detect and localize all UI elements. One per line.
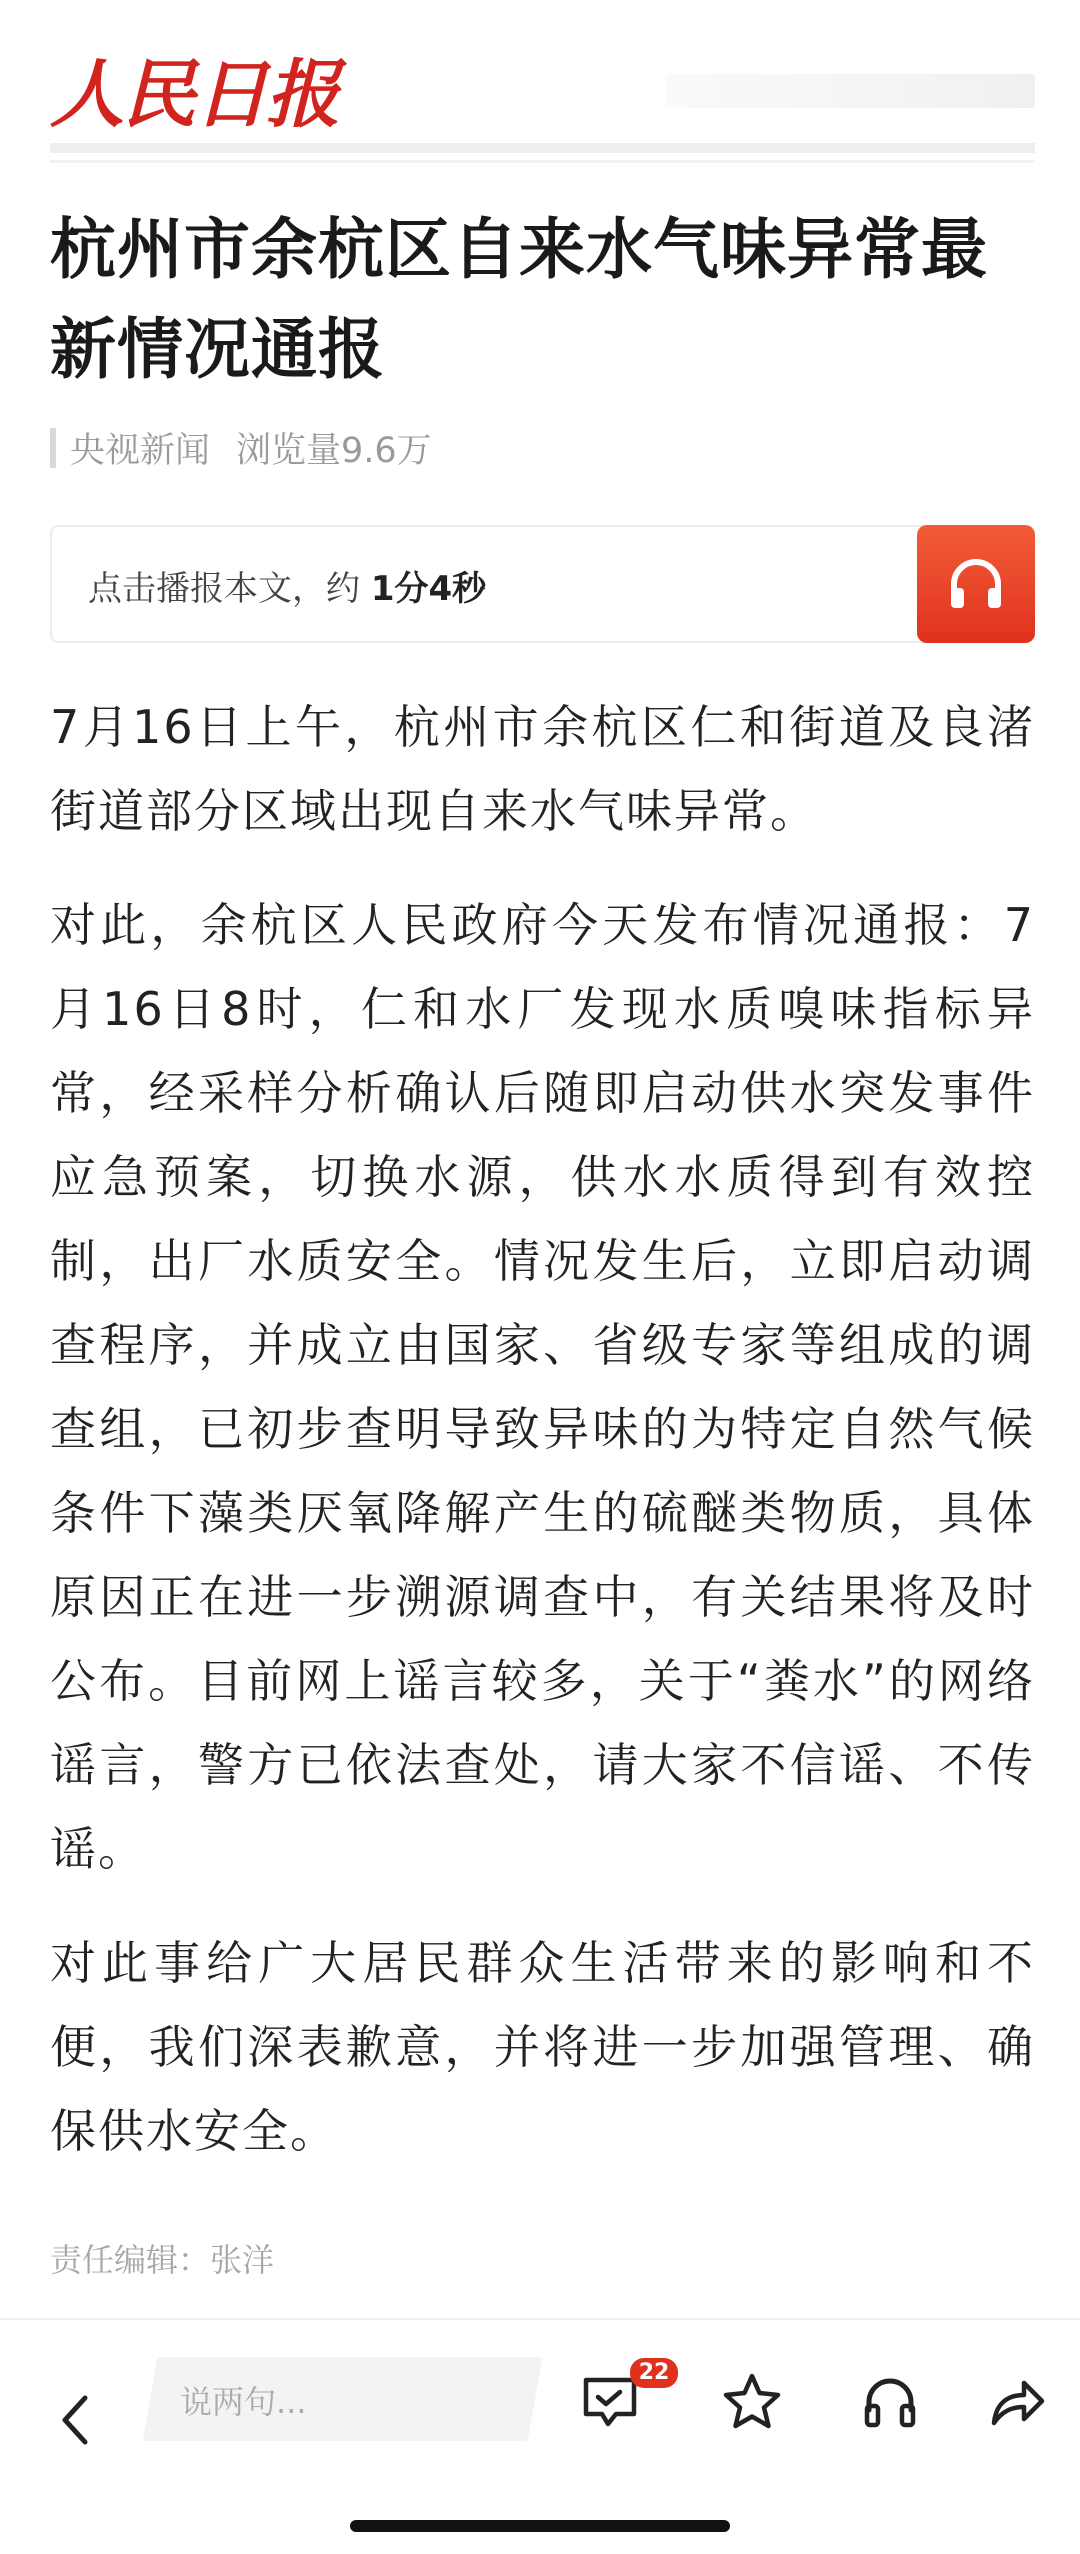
favorite-button[interactable] bbox=[720, 2370, 784, 2434]
header-divider bbox=[50, 143, 1035, 153]
comment-placeholder[interactable]: 说两句... bbox=[180, 2383, 307, 2421]
article-paragraph: 对此，余杭区人民政府今天发布情况通报：7月16日8时，仁和水厂发现水质嗅味指标异常，经采样分析确认后随即启动供水突发事件应急预案，切换水源，供水水质得到有效控制，出厂水质安全。情况发生后，立即启动调查程序，并成立由国家、省级专家等组成的调查组，已初步查明导致异味的为特定自然气候条件下藻类厌氧降解产生的硫醚类物质，具体原因正在进一步溯源调查中，有关结果将及时公布。目前网上谣言较多，关于“粪水”的网络谣言，警方已依法查处，请大家不信谣、不传谣。 bbox=[50, 898, 1035, 1876]
back-button[interactable] bbox=[55, 2385, 105, 2455]
back-arrow-icon bbox=[55, 2390, 95, 2450]
comment-count-badge: 22 bbox=[630, 2358, 678, 2388]
article-source[interactable]: 央视新闻 bbox=[70, 431, 211, 471]
listen-button[interactable] bbox=[858, 2370, 922, 2434]
home-indicator[interactable] bbox=[350, 2520, 730, 2532]
tts-duration: 1分4秒 bbox=[370, 569, 487, 609]
bottom-action-bar bbox=[0, 2330, 1080, 2470]
header-divider-thin bbox=[50, 160, 1035, 163]
share-icon bbox=[986, 2371, 1048, 2433]
tts-play-button[interactable] bbox=[917, 525, 1035, 643]
star-icon bbox=[721, 2371, 783, 2433]
view-count: 浏览量9.6万 bbox=[236, 431, 432, 471]
masthead bbox=[50, 30, 1035, 145]
article-paragraph: 对此事给广大居民群众生活带来的影响和不便，我们深表歉意，并将进一步加强管理、确保供水安全。 bbox=[50, 1936, 1035, 2158]
headphones-icon bbox=[944, 552, 1008, 616]
footer-divider bbox=[0, 2318, 1080, 2320]
article-meta bbox=[50, 423, 432, 473]
tts-prompt bbox=[88, 561, 486, 610]
article-body bbox=[50, 685, 1035, 2203]
responsible-editor: 责任编辑：张洋 bbox=[50, 2241, 275, 2279]
article-title: 杭州市余杭区自来水气味异常最新情况通报 bbox=[50, 211, 988, 388]
share-button[interactable] bbox=[985, 2370, 1049, 2434]
headphones-icon bbox=[860, 2372, 920, 2432]
meta-accent-bar bbox=[50, 428, 56, 468]
people-daily-logo: 人民日报 bbox=[50, 52, 338, 138]
article-paragraph: 7月16日上午，杭州市余杭区仁和街道及良渚街道部分区域出现自来水气味异常。 bbox=[50, 700, 1035, 838]
tts-play-bar[interactable] bbox=[50, 525, 1035, 643]
tts-prompt-label: 点击播报本文，约 bbox=[88, 569, 371, 609]
header-placeholder bbox=[665, 74, 1035, 108]
